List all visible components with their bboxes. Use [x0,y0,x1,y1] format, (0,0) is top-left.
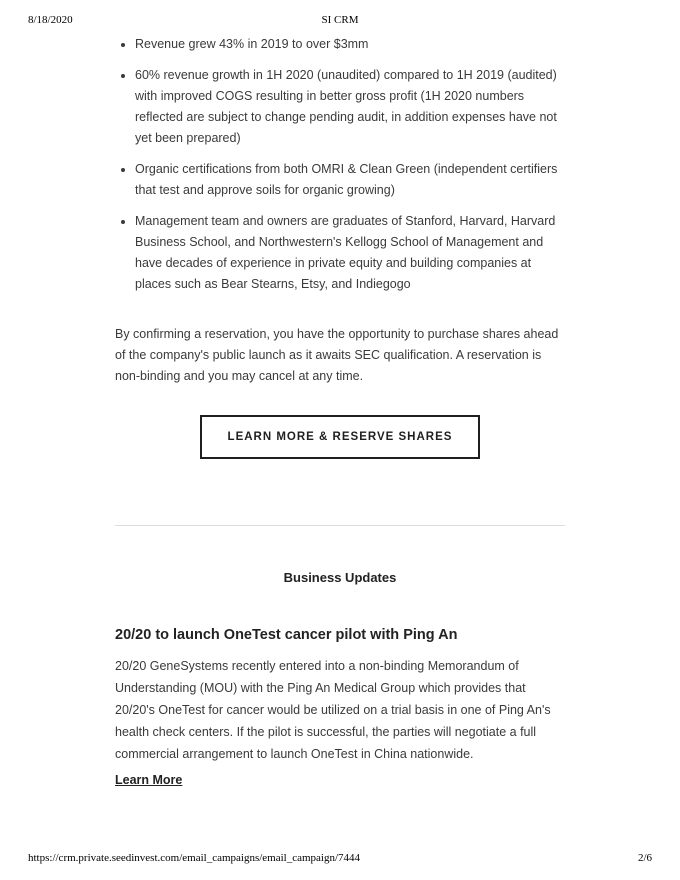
print-date: 8/18/2020 [28,14,73,26]
cta-row [115,415,565,459]
learn-more-reserve-button[interactable]: LEARN MORE & RESERVE SHARES [200,415,481,459]
bullet-item: • Management team and owners are graduates of Stanford, Harvard, Harvard Business School, and Northwestern's Kellogg School of Management and have decades of experience in private equity and building companies at places such as Bear Stearns, Etsy, and Indiegogo [135,211,565,295]
article-body: 20/20 GeneSystems recently entered into a non-binding Memorandum of Understanding (MOU) with the Ping An Medical Group which provides that 20/20's OneTest for cancer would be utilized on a trial basis in one of Ping An's health check centers. If the pilot is successful, the parties will negotiate a full commercial arrangement to launch OneTest in China nationwide. [115,659,551,761]
print-page-number: 2/6 [637,852,652,864]
bullet-item: • Revenue grew 43% in 2019 to over $3mm [135,34,565,55]
section-divider [115,525,565,526]
email-content [115,0,565,789]
print-footer [28,852,652,866]
print-title: SI CRM [321,14,359,26]
bullet-list [115,34,565,295]
bullet-item: • 60% revenue growth in 1H 2020 (unaudited) compared to 1H 2019 (audited) with improved COGS resulting in better gross profit (1H 2020 numbers reflected are subject to change pending audit, in addition expenses have not yet been prepared) [135,65,565,149]
learn-more-link[interactable]: Learn More [115,773,183,787]
section-title: Business Updates [283,570,397,585]
bullet-item: • Organic certifications from both OMRI & Clean Green (independent certifiers that test and approve soils for organic growing) [135,159,565,201]
print-url: https://crm.private.seedinvest.com/email_campaigns/email_campaign/7444 [28,852,361,864]
reservation-paragraph: By confirming a reservation, you have the opportunity to purchase shares ahead of the company's public launch as it awaits SEC qualification. A reservation is non-binding and you may cancel at any time. [115,327,559,383]
article-heading: 20/20 to launch OneTest cancer pilot with Ping An [115,627,458,643]
